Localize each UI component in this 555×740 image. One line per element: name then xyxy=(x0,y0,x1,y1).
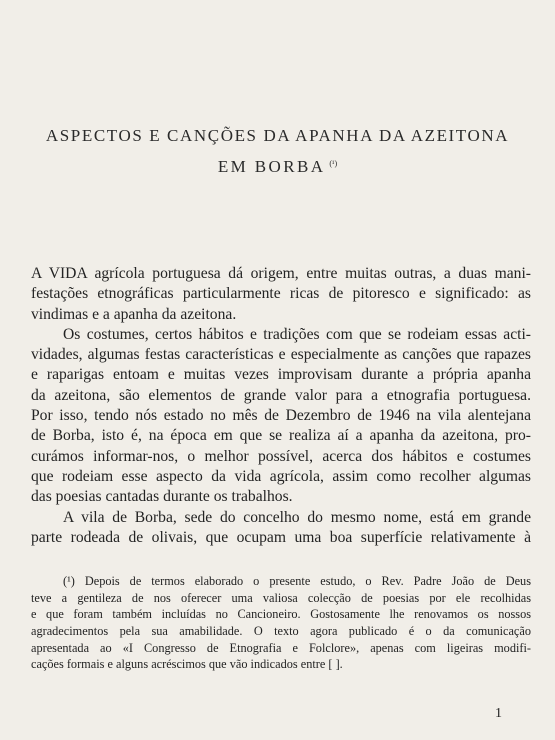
body-line: das poesias cantadas durante os trabalhos. xyxy=(31,488,293,506)
body-text xyxy=(31,264,531,548)
body-line: da azeitona, são elementos de grande valor para a etnografia portuguesa. xyxy=(31,386,531,404)
body-line: parte rodeada de olivais, que ocupam uma boa superfície relativamente à xyxy=(31,528,531,546)
chapter-title-line-2 xyxy=(0,150,555,181)
footnote-line: cações formais e alguns acréscimos que vão indicados entre [ ]. xyxy=(31,657,343,672)
chapter-title-line-1: ASPECTOS E CANÇÕES DA APANHA DA AZEITONA xyxy=(45,126,510,145)
body-line: A vila de Borba, sede do concelho do mesmo nome, está em grande xyxy=(63,508,531,526)
page-number: 1 xyxy=(495,706,502,721)
footnote-line: apresentada ao «I Congresso de Etnografia e Folclore», apenas com ligeiras modifi- xyxy=(31,640,531,655)
footnote-line: e que foram também incluídas no Cancioneiro. Gostosamente lhe renovamos os nossos xyxy=(31,607,531,622)
body-line: vidades, algumas festas características e especialmente as canções que rapazes xyxy=(31,346,531,364)
body-line: e raparigas entoam e muitas vezes improvisam durante a própria apanha xyxy=(31,366,531,384)
footnote-line: teve a gentileza de nos oferecer uma valiosa colecção de poesias por ele recolhidas xyxy=(31,590,531,605)
footnote xyxy=(31,573,531,673)
body-line: vindimas e a apanha da azeitona. xyxy=(31,305,237,323)
body-line: curámos informar-nos, o melhor possível, acerca dos hábitos e costumes xyxy=(31,447,531,465)
body-line: Por isso, tendo nós estado no mês de Dezembro de 1946 na vila alentejana xyxy=(31,407,531,425)
chapter-title-line-2-text: EM BORBA xyxy=(217,157,326,176)
body-line: festações etnográficas particularmente ricas de pitoresco e significado: as xyxy=(31,285,531,303)
body-line: de Borba, isto é, na época em que se realiza aí a apanha da azeitona, pro- xyxy=(31,427,531,445)
footnote-line: agradecimentos pela sua amabilidade. O texto agora publicado é o da comunicação xyxy=(31,624,531,639)
chapter-title xyxy=(0,122,555,181)
footnote-line: (¹) Depois de termos elaborado o presente estudo, o Rev. Padre João de Deus xyxy=(63,574,531,588)
body-line: A VIDA agrícola portuguesa dá origem, entre muitas outras, a duas mani- xyxy=(31,265,531,282)
body-line: que rodeiam esse aspecto da vida agrícola, assim como recolher algumas xyxy=(31,467,531,485)
footnote-reference-mark: (¹) xyxy=(329,159,338,168)
body-line: Os costumes, certos hábitos e tradições com que se rodeiam essas acti- xyxy=(63,325,531,343)
